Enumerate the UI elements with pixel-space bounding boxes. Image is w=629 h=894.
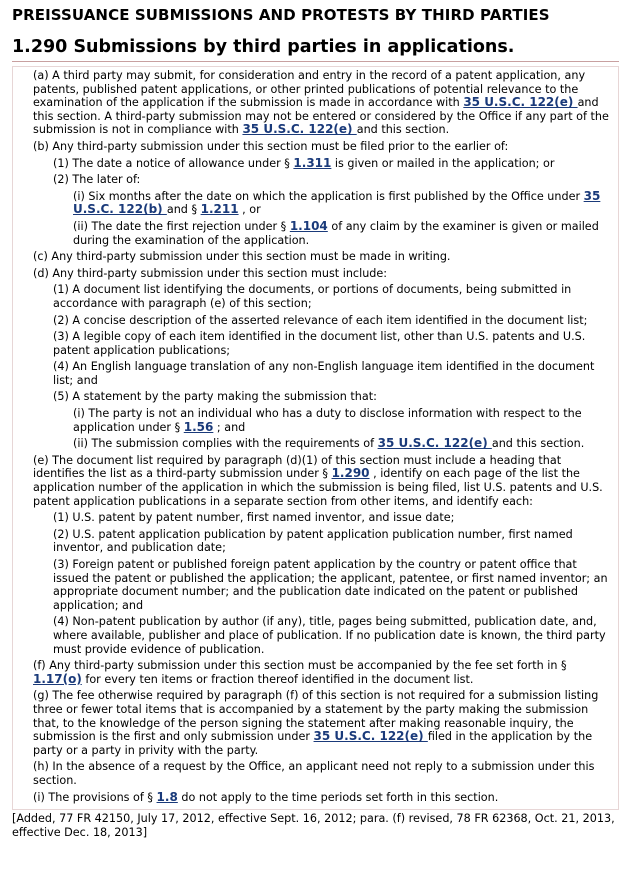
link-35usc122e[interactable]: 35 U.S.C. 122(e) [313, 729, 428, 744]
link-1-311[interactable]: 1.311 [293, 155, 332, 170]
paragraph-h: (h) In the absence of a request by the Office, an applicant need not reply to a submission under this section. [33, 760, 595, 787]
paragraph-b2ii: (ii) The date the first rejection under § 1.104 of any claim by the examiner is given or mailed during the examination of the application. [73, 218, 599, 247]
paragraph-i: (i) The provisions of § 1.8 do not apply to the time periods set forth in this section. [33, 789, 499, 804]
section-heading: PREISSUANCE SUBMISSIONS AND PROTESTS BY THIRD PARTIES [12, 6, 550, 24]
paragraph-e: (e) The document list required by paragraph (d)(1) of this section must include a heading that identifies the list as a third-party submission under § 1.290 , identify on each page of the list the application number of the application in which the submission is being filed, list U.S. patents and U.S. patent application publications in a separate section from other items, and identify each: [33, 453, 603, 508]
link-1-104[interactable]: 1.104 [289, 218, 328, 233]
link-35usc122b[interactable]: 35 U.S.C. 122(b) [73, 188, 601, 217]
paragraph-d3: (3) A legible copy of each item identified in the document list, other than U.S. patents and U.S. patent application publications; [53, 330, 586, 357]
paragraph-d1: (1) A document list identifying the documents, or portions of documents, being submitted in accordance with paragraph (e) of this section; [53, 283, 572, 310]
paragraph-b1: (1) The date a notice of allowance under § 1.311 is given or mailed in the application; or [53, 155, 555, 170]
paragraph-d5ii: (ii) The submission complies with the requirements of 35 U.S.C. 122(e) and this section. [73, 436, 585, 451]
paragraph-d2: (2) A concise description of the asserted relevance of each item identified in the document list; [53, 313, 588, 327]
paragraph-d: (d) Any third-party submission under this section must include: [33, 266, 388, 280]
link-1-211[interactable]: 1.211 [200, 202, 239, 217]
paragraph-e4: (4) Non-patent publication by author (if any), title, pages being submitted, publication date, and, where available, publisher and place of publication. If no publication date is known, the third party must provide evidence of publication. [53, 615, 606, 656]
link-35usc122e[interactable]: 35 U.S.C. 122(e) [242, 122, 357, 137]
link-35usc122e[interactable]: 35 U.S.C. 122(e) [377, 436, 492, 451]
paragraph-e3: (3) Foreign patent or published foreign patent application by the country or patent office that issued the patent or published the application; the applicant, patentee, or first named inventor; an appropriate document number; and the publication date indicated on the patent or published application; and [53, 558, 608, 612]
paragraph-b2i: (i) Six months after the date on which the application is first published by the Office under 35 U.S.C. 122(b) and § 1.211 , or [73, 188, 601, 217]
paragraph-e2: (2) U.S. patent application publication by patent application publication number, first named inventor, and publication date; [53, 527, 573, 555]
rule-heading: 1.290 Submissions by third parties in applications. [12, 37, 619, 62]
paragraph-b: (b) Any third-party submission under this section must be filed prior to the earlier of: [33, 139, 509, 153]
link-35usc122e[interactable]: 35 U.S.C. 122(e) [463, 95, 578, 110]
paragraph-d5: (5) A statement by the party making the submission that: [53, 390, 377, 404]
paragraph-f: (f) Any third-party submission under this section must be accompanied by the fee set forth in § 1.17(o) for every ten items or fraction thereof identified in the document list. [33, 659, 567, 686]
paragraph-b2: (2) The later of: [53, 173, 141, 187]
paragraph-a: (a) A third party may submit, for consideration and entry in the record of a patent application, any patents, published patent applications, or other printed publications of potential relevance to the examination of the application if the submission is made in accordance with 35 U.S.C. 122(e) and this section. A third-party submission may not be entered or considered by the Office if any part of the submission is not in compliance with 35 U.S.C. 122(e) and this section. [33, 69, 609, 137]
history-note: [Added, 77 FR 42150, July 17, 2012, effective Sept. 16, 2012; para. (f) revised, 78 FR 62368, Oct. 21, 2013, effective Dec. 18, 2013] [12, 812, 615, 839]
link-1-17o[interactable]: 1.17(o) [33, 671, 82, 686]
link-1-8[interactable]: 1.8 [156, 789, 178, 804]
link-1-56[interactable]: 1.56 [183, 419, 214, 434]
paragraph-e1: (1) U.S. patent by patent number, first named inventor, and issue date; [53, 511, 455, 525]
rule-body [12, 66, 619, 810]
paragraph-g: (g) The fee otherwise required by paragraph (f) of this section is not required for a submission listing three or fewer total items that is accompanied by a statement by the party making the submission that, to the knowledge of the person signing the statement after making reasonable inquiry, the submission is the first and only submission under 35 U.S.C. 122(e) filed in the application by the party or a party in privity with the party. [33, 689, 599, 757]
paragraph-d4: (4) An English language translation of any non-English language item identified in the document list; and [53, 360, 595, 387]
link-1-290[interactable]: 1.290 [331, 466, 370, 481]
paragraph-c: (c) Any third-party submission under this section must be made in writing. [33, 250, 451, 264]
paragraph-d5i: (i) The party is not an individual who has a duty to disclose information with respect to the application under § 1.56 ; and [73, 407, 582, 434]
